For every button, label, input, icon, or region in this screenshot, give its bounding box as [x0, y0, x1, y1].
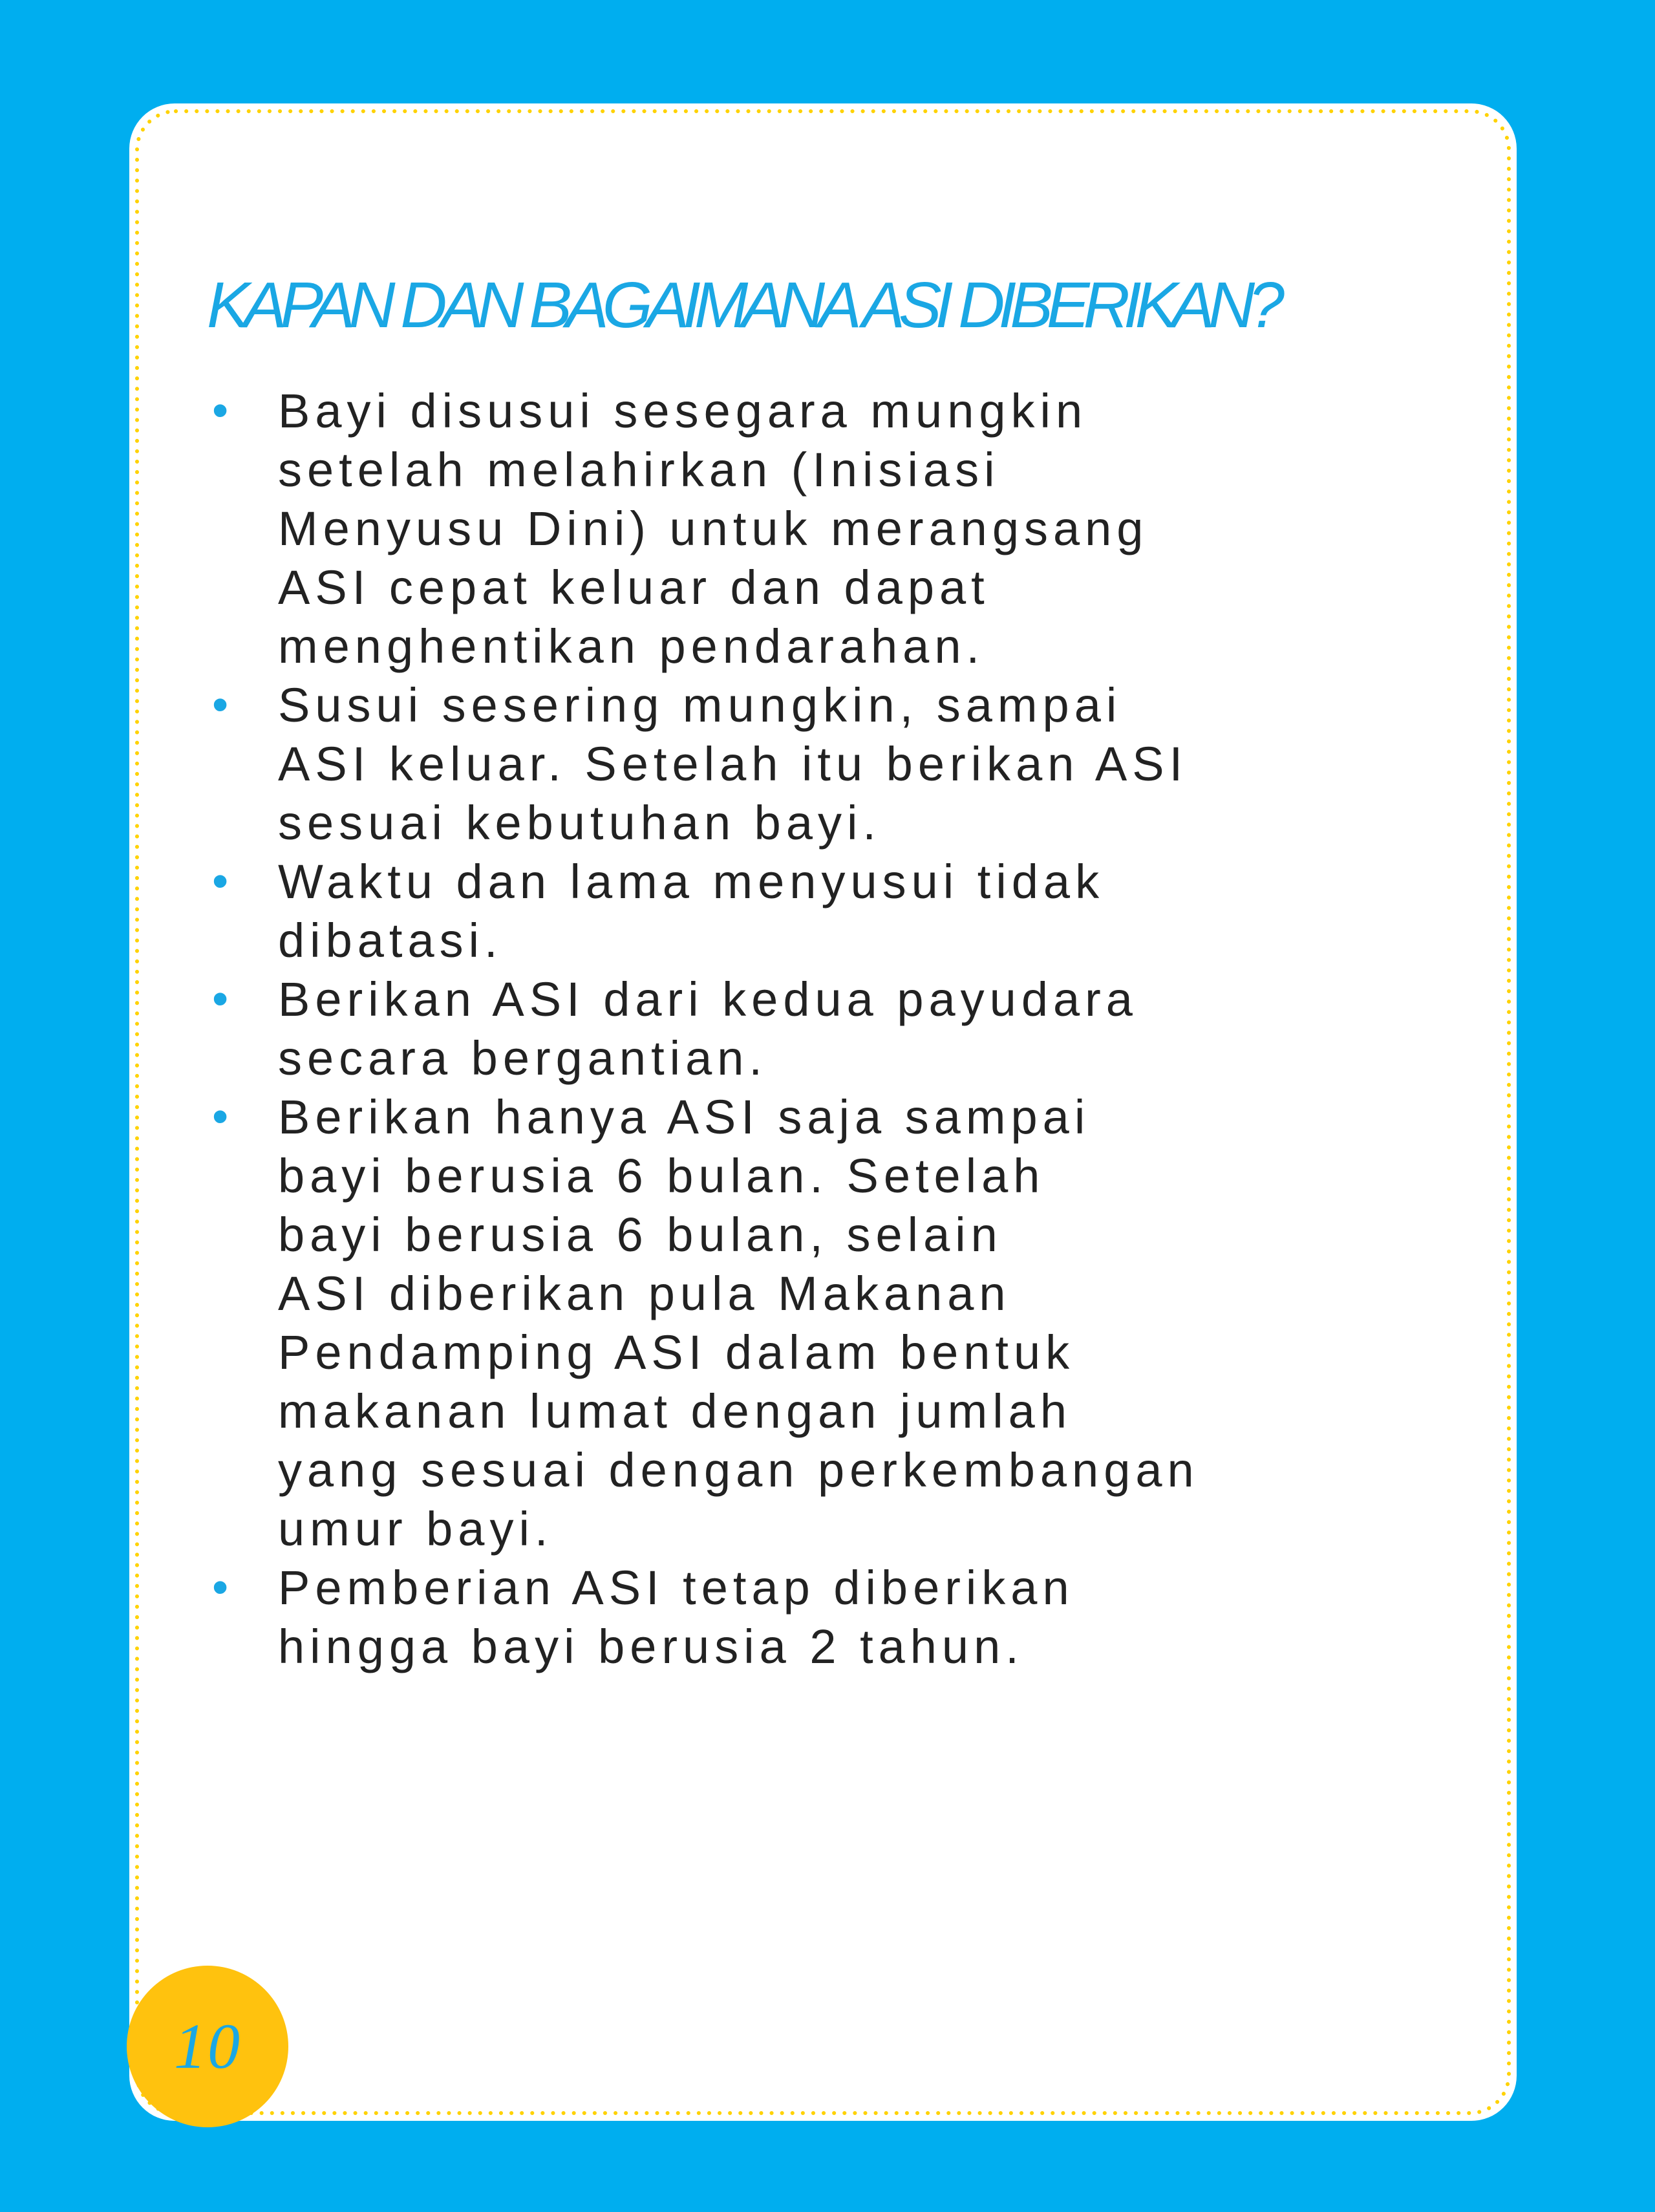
bullet-text-line: dibatasi. [278, 914, 503, 967]
bullet-dot-icon: • [212, 679, 229, 731]
bullet-text-line: Pendamping ASI dalam bentuk [278, 1326, 1075, 1379]
bullet-text-line: Bayi disusui sesegara mungkin [278, 384, 1088, 438]
bullet-dot-icon: • [212, 1562, 229, 1613]
bullet-text-line: makanan lumat dengan jumlah [278, 1384, 1072, 1438]
page-number: 10 [174, 2010, 241, 2082]
bullet-text-line: Waktu dan lama menyusui tidak [278, 855, 1105, 908]
bullet-text-line: hingga bayi berusia 2 tahun. [278, 1620, 1024, 1673]
bullet-text-line: setelah melahirkan (Inisiasi [278, 443, 1000, 497]
bullet-text-line: umur bayi. [278, 1502, 553, 1556]
bullet-dot-icon: • [212, 973, 229, 1025]
bullet-text-line: Susui sesering mungkin, sampai [278, 678, 1122, 732]
bullet-text-line: ASI keluar. Setelah itu berikan ASI [278, 737, 1188, 791]
bullet-dot-icon: • [212, 1091, 229, 1143]
list-item [200, 970, 1493, 1088]
bullet-text-line: ASI cepat keluar dan dapat [278, 561, 990, 614]
bullet-text-line: ASI diberikan pula Makanan [278, 1267, 1011, 1320]
list-item [200, 381, 1493, 676]
list-item [200, 1558, 1493, 1676]
bullet-text-line: Berikan ASI dari kedua payudara [278, 972, 1138, 1026]
bullet-dot-icon: • [212, 385, 229, 436]
bullet-text-line: bayi berusia 6 bulan, selain [278, 1208, 1003, 1262]
list-item [200, 1088, 1493, 1558]
bullet-text-line: yang sesuai dengan perkembangan [278, 1443, 1199, 1497]
bullet-list [200, 381, 1493, 1676]
bullet-dot-icon: • [212, 855, 229, 907]
bullet-text-line: Menyusu Dini) untuk merangsang [278, 502, 1149, 555]
bullet-text-line: bayi berusia 6 bulan. Setelah [278, 1149, 1045, 1203]
list-item [200, 676, 1493, 852]
page-title: KAPAN DAN BAGAIMANA ASI DIBERIKAN? [207, 269, 1278, 341]
bullet-text-line: sesuai kebutuhan bayi. [278, 796, 881, 850]
page-number-badge [127, 1966, 288, 2127]
bullet-text-line: Pemberian ASI tetap diberikan [278, 1561, 1074, 1615]
bullet-text-line: menghentikan pendarahan. [278, 619, 985, 673]
list-item [200, 852, 1493, 970]
content-card [129, 103, 1517, 2121]
bullet-text-line: secara bergantian. [278, 1031, 767, 1085]
bullet-text-line: Berikan hanya ASI saja sampai [278, 1090, 1091, 1144]
